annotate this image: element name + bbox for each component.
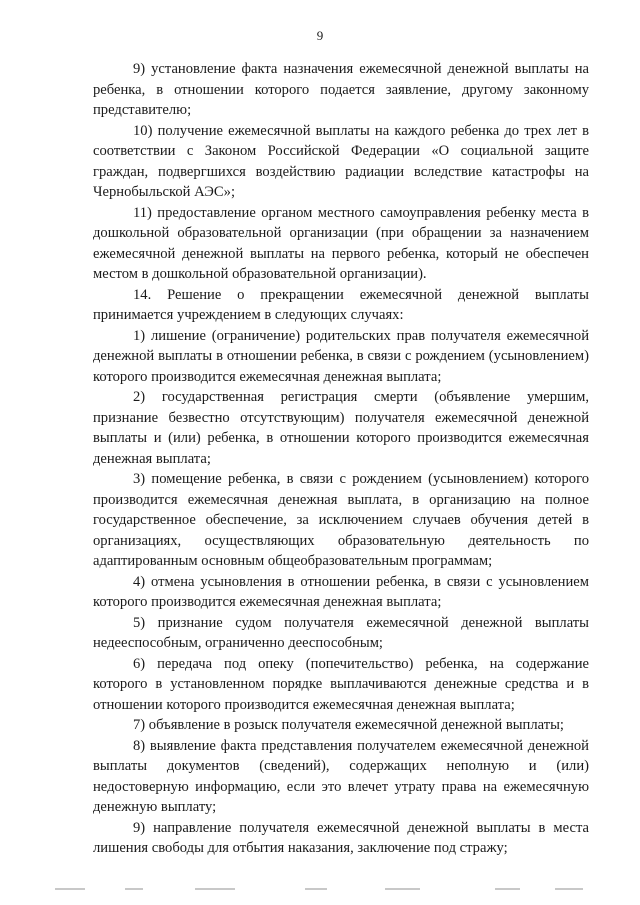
scan-artifact-marks bbox=[55, 888, 585, 894]
list-item: 2) государственная регистрация смерти (объявление умершим, признание безвестно отсутствующим) получателя ежемесячной денежной выплаты и (или) ребенка, в отношении которого производится ежемесячная денежная выплата; bbox=[93, 389, 593, 467]
list-item: 11) предоставление органом местного самоуправления ребенку места в дошкольной образовательной организации (при обращении за назначением ежемесячной денежной выплаты на первого ребенка, который не обеспечен местом в дошкольной образовательной организации). bbox=[93, 204, 593, 282]
list-item: 4) отмена усыновления в отношении ребенка, в связи с усыновлением которого производится ежемесячная денежная выплата; bbox=[93, 573, 593, 610]
list-item: 9) установление факта назначения ежемесячной денежной выплаты на ребенка, в отношении которого подается заявление, другому законному представителю; bbox=[93, 61, 593, 118]
document-body bbox=[93, 59, 593, 859]
section-heading: 14. Решение о прекращении ежемесячной денежной выплаты принимается учреждением в следующих случаях: bbox=[93, 286, 593, 323]
list-item: 3) помещение ребенка, в связи с рождением (усыновлением) которого производится ежемесячная денежная выплата, в организацию на полное государственное обеспечение, за исключением случаев обучения детей в организациях, осуществляющих образовательную деятельность по адаптированным основным общеобразовательным программам; bbox=[93, 471, 593, 569]
list-item: 8) выявление факта представления получателем ежемесячной денежной выплаты документов (сведений), содержащих неполную и (или) недостоверную информацию, если это влечет утрату права на ежемесячную денежную выплату; bbox=[93, 737, 593, 815]
list-item: 6) передача под опеку (попечительство) ребенка, на содержание которого в установленном порядке выплачиваются денежные средства и в отношении которого производится ежемесячная денежная выплата; bbox=[93, 655, 593, 713]
list-item: 9) направление получателя ежемесячной денежной выплаты в места лишения свободы для отбытия наказания, заключение под стражу; bbox=[93, 819, 593, 856]
list-item: 10) получение ежемесячной выплаты на каждого ребенка до трех лет в соответствии с Законом Российской Федерации «О социальной защите граждан, подвергшихся воздействию радиации вследствие катастрофы на Чернобыльской АЭС»; bbox=[93, 122, 593, 200]
list-item: 1) лишение (ограничение) родительских прав получателя ежемесячной денежной выплаты в отношении ребенка, в связи с рождением (усыновлением) которого производится ежемесячная денежная выплата; bbox=[93, 327, 593, 385]
list-item: 7) объявление в розыск получателя ежемесячной денежной выплаты; bbox=[133, 717, 564, 733]
list-item: 5) признание судом получателя ежемесячной денежной выплаты недееспособным, ограниченно дееспособным; bbox=[93, 614, 593, 651]
page-number: 9 bbox=[316, 28, 324, 43]
